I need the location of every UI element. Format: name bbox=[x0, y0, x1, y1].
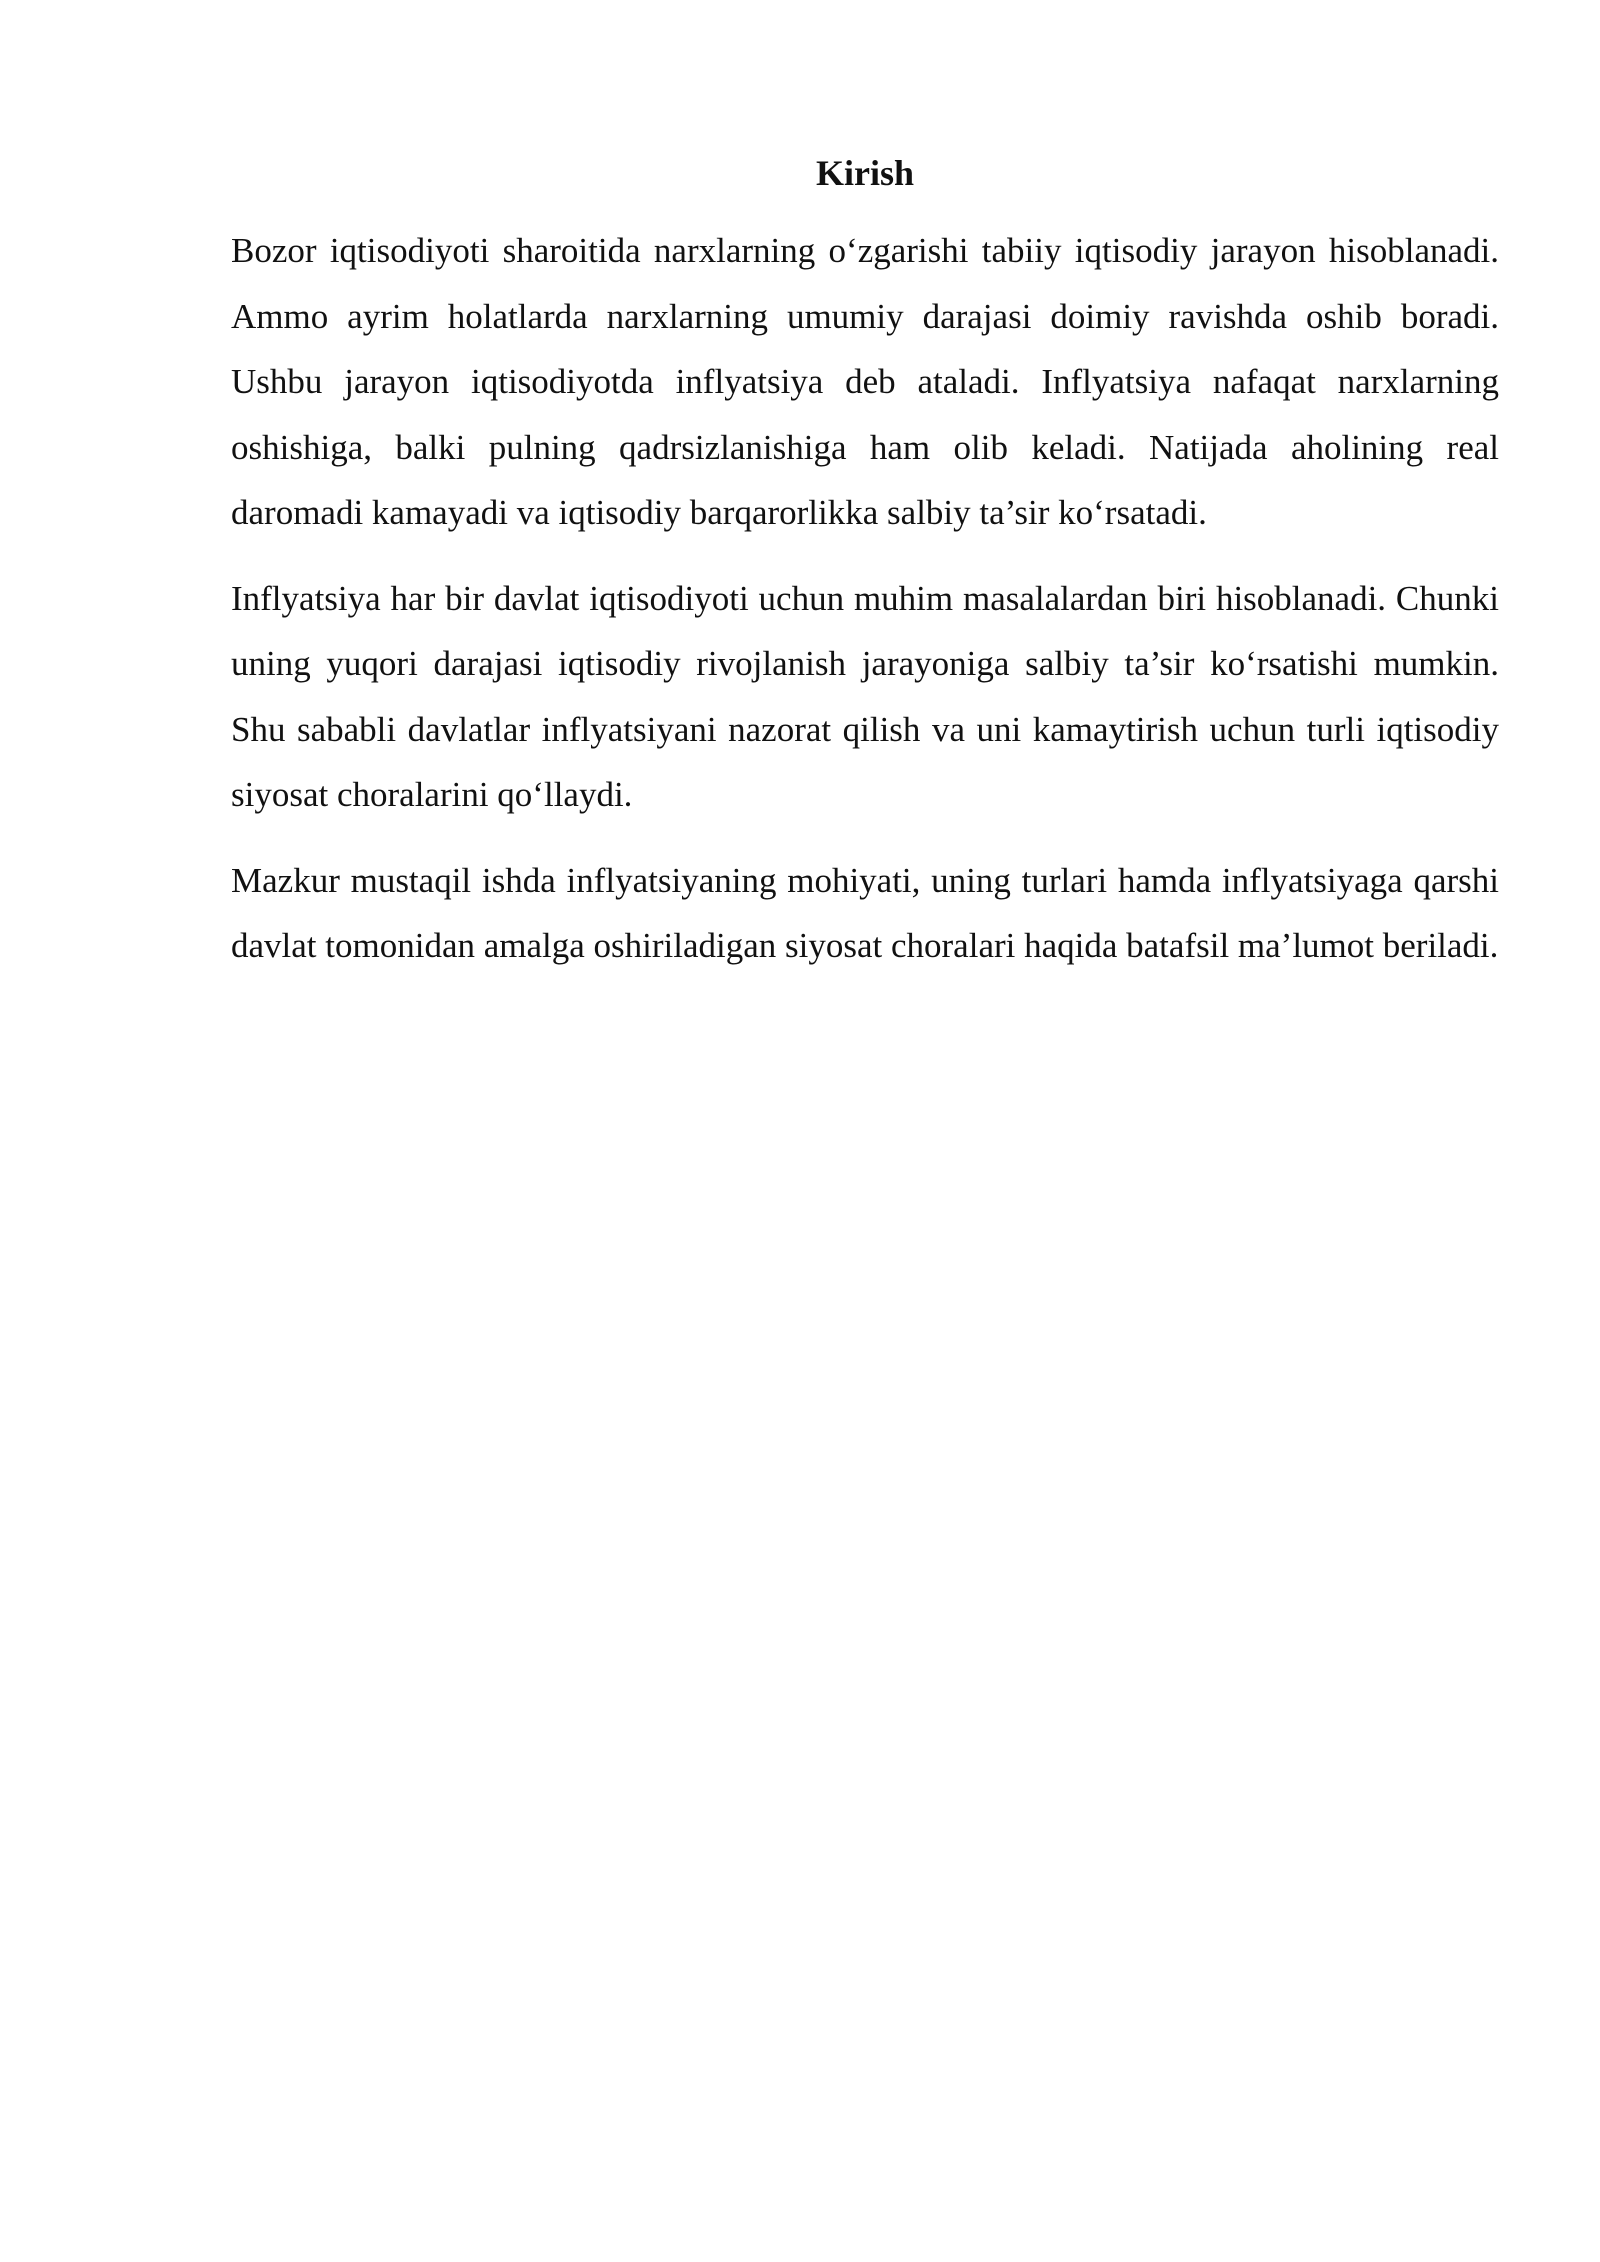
paragraph-1: Bozor iqtisodiyoti sharoitida narxlarning o‘zgarishi tabiiy iqtisodiy jarayon hisoblanadi. Ammo ayrim holatlarda narxlarning umumiy darajasi doimiy ravishda oshib boradi. Ushbu jarayon iqtisodiyotda inflyatsiya deb ataladi. Inflyatsiya nafaqat narxlarning oshishiga, balki pulning qadrsizlanishiga ham olib keladi. Natijada aholining real daromadi kamayadi va iqtisodiy barqarorlikka salbiy ta’sir ko‘rsatadi. bbox=[231, 231, 1499, 532]
section-title: Kirish bbox=[815, 153, 914, 193]
paragraph-2: Inflyatsiya har bir davlat iqtisodiyoti uchun muhim masalalardan biri hisoblanadi. Chunki uning yuqori darajasi iqtisodiy rivojlanish jarayoniga salbiy ta’sir ko‘rsatishi mumkin. Shu sababli davlatlar inflyatsiyani nazorat qilish va uni kamaytirish uchun turli iqtisodiy siyosat choralarini qo‘llaydi. bbox=[231, 578, 1499, 814]
paragraph-3: Mazkur mustaqil ishda inflyatsiyaning mohiyati, uning turlari hamda inflyatsiyaga qarshi davlat tomonidan amalga oshiriladigan siyosat choralari haqida batafsil ma’lumot beriladi. bbox=[231, 860, 1499, 965]
document-body bbox=[231, 148, 1499, 979]
